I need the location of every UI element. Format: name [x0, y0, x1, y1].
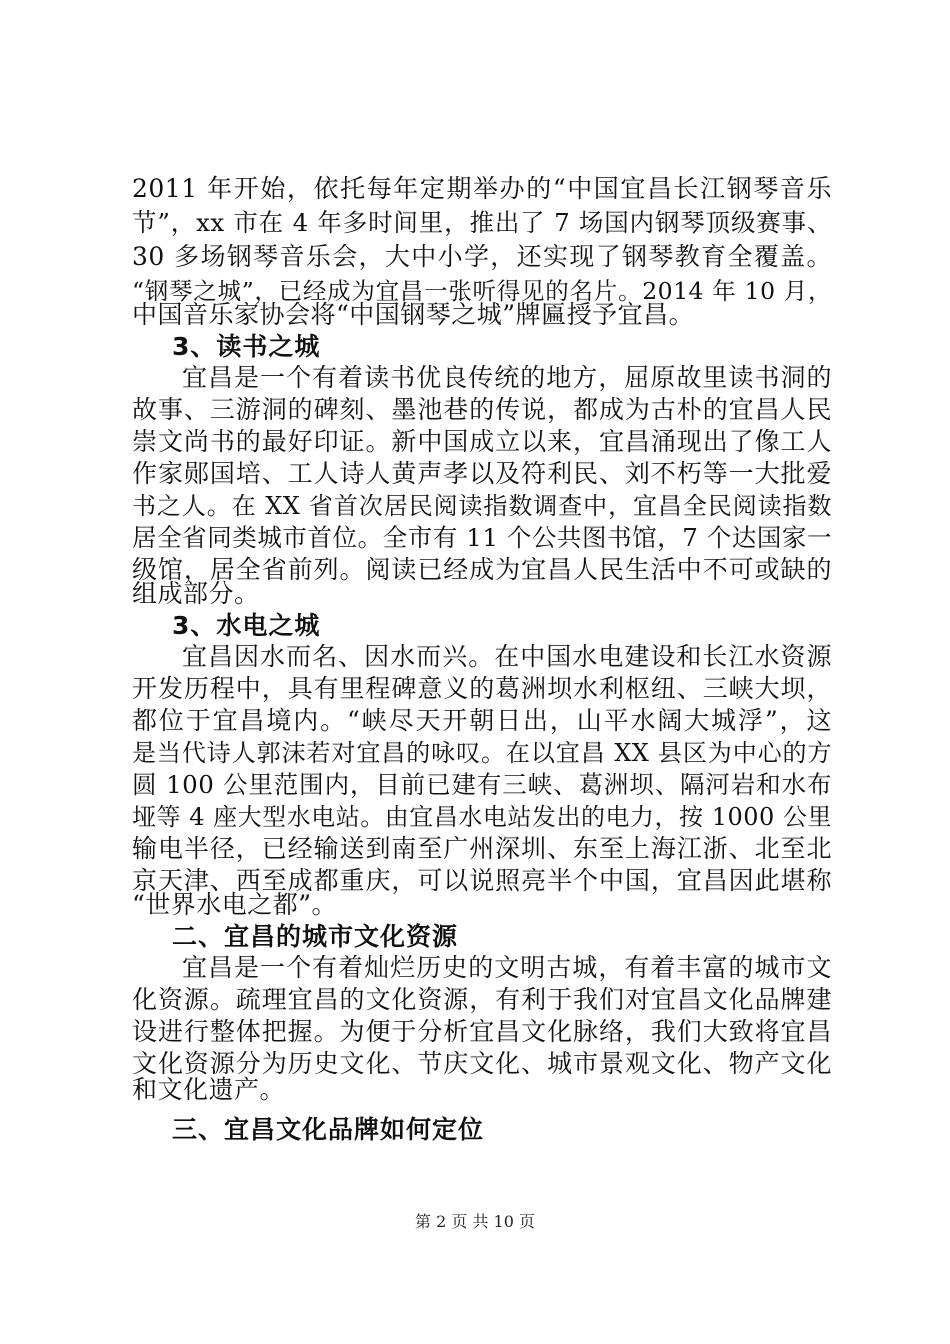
text-line: 故事、三游洞的碑刻、墨池巷的传说，都成为古朴的宜昌人民	[132, 395, 832, 424]
text-line: 组成部分。	[132, 579, 260, 608]
text-line: 作家郧国培、工人诗人黄声孝以及符利民、刘不朽等一大批爱	[132, 459, 832, 488]
text-line: 节”，xx 市在 4 年多时间里，推出了 7 场国内钢琴顶级赛事、	[132, 208, 832, 237]
text-line: 居全省同类城市首位。全市有 11 个公共图书馆，7 个达国家一	[132, 523, 832, 552]
text-line: 宜昌是一个有着读书优良传统的地方，屈原故里读书洞的	[182, 363, 832, 392]
section-heading-hydro: 3、水电之城	[172, 611, 321, 640]
text-line: 级馆，居全省前列。阅读已经成为宜昌人民生活中不可或缺的	[132, 555, 832, 584]
text-line: 文化资源分为历史文化、节庆文化、城市景观文化、物产文化	[132, 1049, 832, 1078]
text-line: 化资源。疏理宜昌的文化资源，有利于我们对宜昌文化品牌建	[132, 985, 832, 1014]
text-line: 宜昌是一个有着灿烂历史的文明古城，有着丰富的城市文	[182, 953, 832, 982]
text-line: “世界水电之都”。	[132, 890, 338, 919]
text-line: 2011 年开始，依托每年定期举办的“中国宜昌长江钢琴音乐	[132, 174, 832, 203]
text-line: “钢琴之城”，已经成为宜昌一张听得见的名片。2014 年 10 月，	[132, 277, 832, 305]
text-line: 开发历程中，具有里程碑意义的葛洲坝水利枢纽、三峡大坝，	[132, 674, 832, 703]
text-line: 输电半径，已经输送到南至广州深圳、东至上海江浙、北至北	[132, 834, 832, 863]
text-line: 书之人。在 XX 省首次居民阅读指数调查中，宜昌全民阅读指数	[132, 492, 832, 520]
text-line: 宜昌因水而名、因水而兴。在中国水电建设和长江水资源	[182, 642, 832, 671]
text-line: 垭等 4 座大型水电站。由宜昌水电站发出的电力，按 1000 公里	[132, 803, 832, 831]
section-heading-reading: 3、读书之城	[172, 332, 321, 361]
text-line: 京天津、西至成都重庆，可以说照亮半个中国，宜昌因此堪称	[132, 866, 832, 895]
page-number-footer: 第 2 页 共 10 页	[415, 1212, 535, 1231]
text-line: 30 多场钢琴音乐会，大中小学，还实现了钢琴教育全覆盖。	[132, 242, 832, 271]
text-line: 中国音乐家协会将“中国钢琴之城”牌匾授予宜昌。	[132, 300, 695, 329]
text-line: 是当代诗人郭沫若对宜昌的咏叹。在以宜昌 XX 县区为中心的方	[132, 739, 832, 767]
section-heading-resources: 二、宜昌的城市文化资源	[172, 922, 459, 951]
text-line: 崇文尚书的最好印证。新中国成立以来，宜昌涌现出了像工人	[132, 427, 832, 456]
text-line: 和文化遗产。	[132, 1075, 286, 1104]
text-line: 都位于宜昌境内。“峡尽天开朝日出，山平水阔大城浮”，这	[132, 706, 832, 735]
section-heading-positioning: 三、宜昌文化品牌如何定位	[172, 1115, 485, 1144]
text-line: 设进行整体把握。为便于分析宜昌文化脉络，我们大致将宜昌	[132, 1017, 832, 1046]
text-line: 圆 100 公里范围内，目前已建有三峡、葛洲坝、隔河岩和水布	[132, 770, 832, 799]
